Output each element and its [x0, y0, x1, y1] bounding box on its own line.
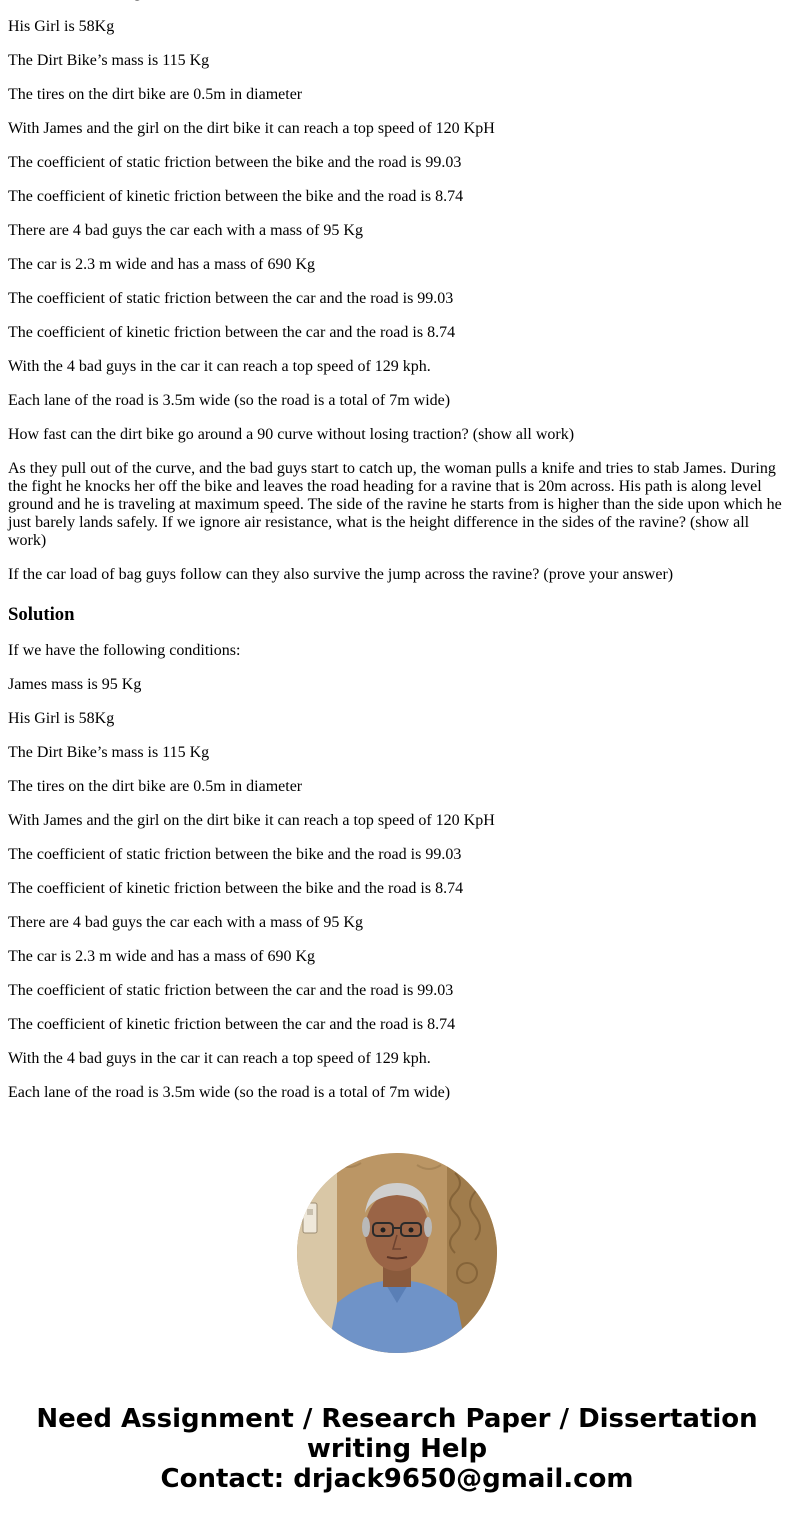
solution-paragraph: The coefficient of static friction between the bike and the road is 99.03: [8, 846, 462, 863]
question-paragraph: His Girl is 58Kg: [8, 18, 115, 35]
question-paragraph: Each lane of the road is 3.5m wide (so the road is a total of 7m wide): [8, 392, 451, 409]
solution-paragraph: With James and the girl on the dirt bike it can reach a top speed of 120 KpH: [8, 812, 495, 829]
tutor-avatar: [297, 1153, 497, 1353]
solution-paragraph: The coefficient of kinetic friction between the bike and the road is 8.74: [8, 880, 464, 897]
promo-banner: [0, 1404, 794, 1494]
question-paragraph: With James and the girl on the dirt bike it can reach a top speed of 120 KpH: [8, 120, 495, 137]
solution-paragraph: The coefficient of kinetic friction between the car and the road is 8.74: [8, 1016, 456, 1033]
promo-contact: Contact: drjack9650@gmail.com: [160, 1464, 634, 1494]
solution-paragraph: With the 4 bad guys in the car it can reach a top speed of 129 kph.: [8, 1050, 431, 1067]
question-paragraph: The coefficient of static friction between the car and the road is 99.03: [8, 290, 454, 307]
question-paragraph: [8, 0, 786, 2]
promo-line-2: writing Help: [306, 1434, 488, 1464]
solution-paragraph: The tires on the dirt bike are 0.5m in diameter: [8, 778, 303, 795]
question-paragraph: How fast can the dirt bike go around a 90 curve without losing traction? (show all work): [8, 426, 575, 443]
question-paragraph: The coefficient of kinetic friction between the car and the road is 8.74: [8, 324, 456, 341]
solution-heading: Solution: [8, 604, 75, 625]
question-section: [8, 0, 786, 584]
question-paragraph: The tires on the dirt bike are 0.5m in diameter: [8, 86, 303, 103]
solution-paragraph: If we have the following conditions:: [8, 642, 241, 659]
solution-section: [8, 642, 786, 1102]
solution-paragraph: Each lane of the road is 3.5m wide (so the road is a total of 7m wide): [8, 1084, 451, 1101]
promo-line-1: Need Assignment / Research Paper / Dissertation: [36, 1404, 758, 1434]
question-paragraph: As they pull out of the curve, and the bad guys start to catch up, the woman pulls a knife and tries to stab James. During the fight he knocks her off the bike and leaves the road heading for a ravine that is 20m across. His path is along level ground and he is traveling at maximum speed. The side of the ravine he starts from is higher than the side upon which he just barely lands safely. If we ignore air resistance, what is the height difference in the sides of the ravine? (show all work): [8, 460, 782, 549]
question-paragraph: The coefficient of kinetic friction between the bike and the road is 8.74: [8, 188, 464, 205]
solution-paragraph: The car is 2.3 m wide and has a mass of 690 Kg: [8, 948, 316, 965]
question-paragraph: If the car load of bag guys follow can they also survive the jump across the ravine? (prove your answer): [8, 566, 674, 583]
question-paragraph: The Dirt Bike’s mass is 115 Kg: [8, 52, 210, 69]
question-paragraph: The coefficient of static friction between the bike and the road is 99.03: [8, 154, 462, 171]
solution-paragraph: James mass is 95 Kg: [8, 676, 142, 693]
solution-paragraph: The coefficient of static friction between the car and the road is 99.03: [8, 982, 454, 999]
tutor-photo: [297, 1153, 497, 1353]
question-paragraph: There are 4 bad guys the car each with a mass of 95 Kg: [8, 222, 363, 239]
document-content: [8, 0, 786, 1118]
solution-paragraph: His Girl is 58Kg: [8, 710, 115, 727]
solution-paragraph: The Dirt Bike’s mass is 115 Kg: [8, 744, 210, 761]
question-paragraph: The car is 2.3 m wide and has a mass of 690 Kg: [8, 256, 316, 273]
question-paragraph: With the 4 bad guys in the car it can reach a top speed of 129 kph.: [8, 358, 431, 375]
solution-paragraph: There are 4 bad guys the car each with a mass of 95 Kg: [8, 914, 363, 931]
